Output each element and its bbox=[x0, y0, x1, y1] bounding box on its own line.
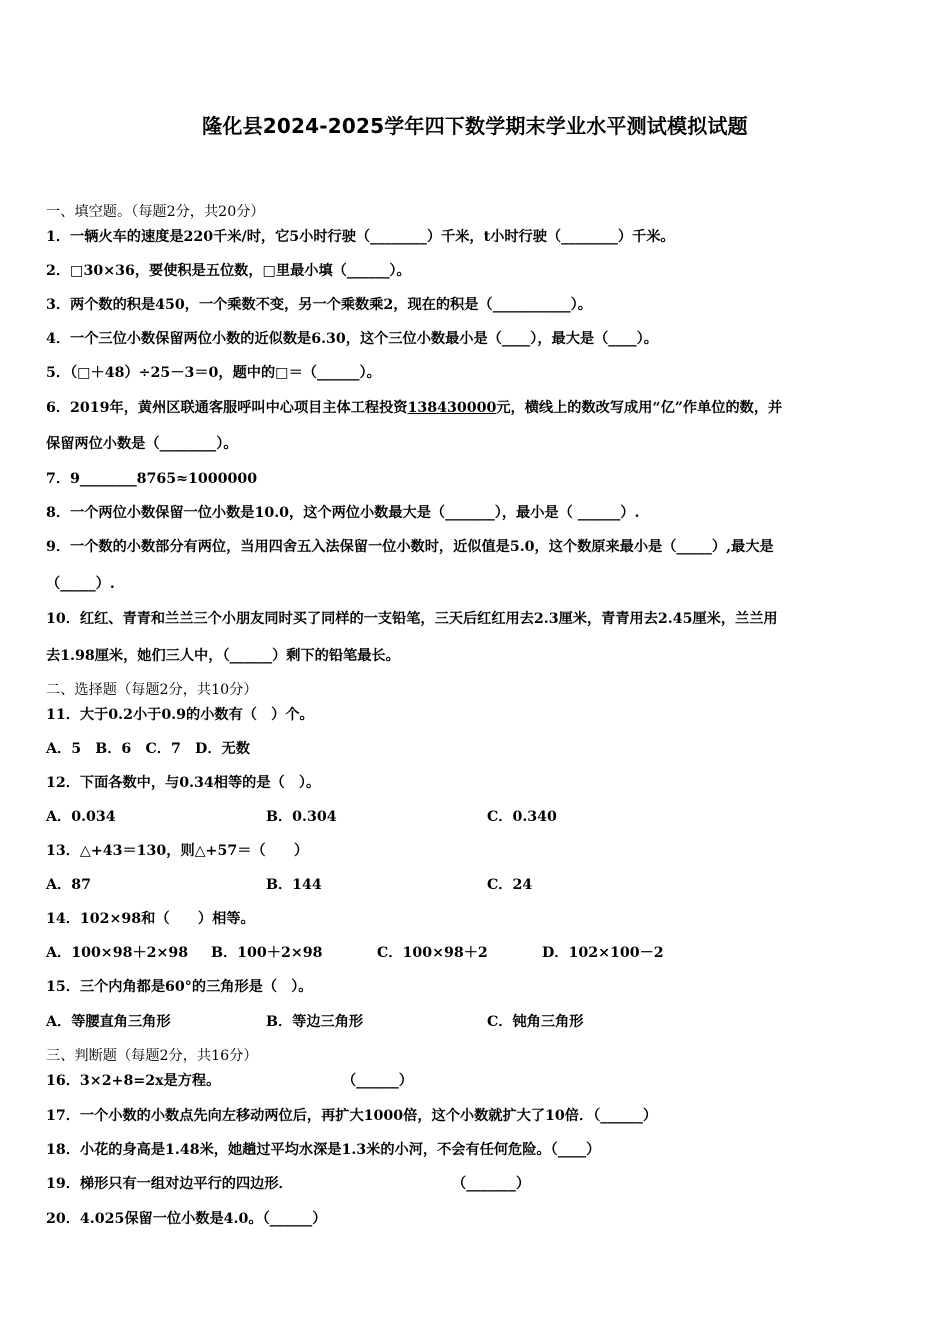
question-4: 4．一个三位小数保留两位小数的近似数是6.30，这个三位小数最小是（____），最大是（____）。 bbox=[46, 331, 658, 347]
question-9-continued: （_____）. bbox=[46, 576, 115, 592]
question-15: 15．三个内角都是60°的三角形是（ ）。 bbox=[46, 979, 313, 995]
question-19: 19．梯形只有一组对边平行的四边形． bbox=[46, 1176, 293, 1192]
question-12: 12．下面各数中，与0.34相等的是（ ）。 bbox=[46, 775, 321, 791]
question-1: 1．一辆火车的速度是220千米/时，它5小时行驶（________）千米，t小时行驶（________）千米。 bbox=[46, 229, 675, 245]
question-18: 18．小花的身高是1.48米，她趟过平均水深是1.3米的小河，不会有任何危险。（____） bbox=[46, 1142, 601, 1158]
question-6-text-b: 元，横线上的数改写成用“亿”作单位的数，并 bbox=[496, 400, 783, 416]
question-2: 2．□30×36，要使积是五位数，□里最小填（______）。 bbox=[46, 263, 411, 279]
question-6-continued: 保留两位小数是（________）。 bbox=[46, 436, 238, 452]
question-5: 5．（□＋48）÷25－3＝0，题中的□＝（______）。 bbox=[46, 365, 381, 381]
question-14-option-d: D．102×100－2 bbox=[542, 945, 664, 961]
question-15-option-b: B．等边三角形 bbox=[266, 1014, 364, 1030]
question-12-option-a: A．0.034 bbox=[46, 809, 116, 825]
question-3: 3．两个数的积是450，一个乘数不变，另一个乘数乘2，现在的积是（___________）。 bbox=[46, 297, 592, 313]
question-14-option-c: C．100×98＋2 bbox=[377, 945, 488, 961]
question-15-option-a: A．等腰直角三角形 bbox=[46, 1014, 171, 1030]
question-17: 17．一个小数的小数点先向左移动两位后，再扩大1000倍，这个小数就扩大了10倍．（______） bbox=[46, 1108, 658, 1124]
question-19-blank: （_______） bbox=[452, 1176, 531, 1192]
section-header-multiple-choice: 二、选择题（每题2分，共10分） bbox=[46, 682, 258, 698]
question-13-option-a: A．87 bbox=[46, 877, 91, 893]
question-7: 7．9________8765≈1000000 bbox=[46, 471, 258, 487]
question-10-continued: 去1.98厘米，她们三人中，（______）剩下的铅笔最长。 bbox=[46, 648, 400, 664]
question-16: 16．3×2+8=2x是方程。 bbox=[46, 1073, 221, 1089]
question-15-option-c: C．钝角三角形 bbox=[487, 1014, 584, 1030]
section-header-true-false: 三、判断题（每题2分，共16分） bbox=[46, 1048, 258, 1064]
question-12-option-c: C．0.340 bbox=[487, 809, 557, 825]
question-13-option-c: C．24 bbox=[487, 877, 533, 893]
question-10: 10．红红、青青和兰兰三个小朋友同时买了同样的一支铅笔，三天后红红用去2.3厘米，青青用去2.45厘米，兰兰用 bbox=[46, 611, 778, 627]
question-13-option-b: B．144 bbox=[266, 877, 322, 893]
question-11: 11．大于0.2小于0.9的小数有（ ）个。 bbox=[46, 707, 314, 723]
question-20: 20．4.025保留一位小数是4.0。（______） bbox=[46, 1211, 327, 1227]
question-6-underlined-number: 138430000 bbox=[407, 400, 497, 416]
question-6 bbox=[46, 398, 782, 418]
question-11-options: A．5 B．6 C．7 D．无数 bbox=[46, 741, 250, 757]
question-13: 13．△+43＝130，则△+57＝（ ） bbox=[46, 843, 309, 859]
section-header-fill-in: 一、填空题。（每题2分，共20分） bbox=[46, 204, 265, 220]
question-9: 9．一个数的小数部分有两位，当用四舍五入法保留一位小数时，近似值是5.0，这个数原来最小是（_____）,最大是 bbox=[46, 539, 774, 555]
question-8: 8．一个两位小数保留一位小数是10.0，这个两位小数最大是（_______），最小是（ ______）. bbox=[46, 505, 640, 521]
question-12-option-b: B．0.304 bbox=[266, 809, 337, 825]
question-6-text-a: 6．2019年，黄州区联通客服呼叫中心项目主体工程投资 bbox=[46, 400, 408, 416]
page-title: 隆化县2024-2025学年四下数学期末学业水平测试模拟试题 bbox=[202, 114, 748, 138]
question-16-blank: （______） bbox=[342, 1073, 413, 1089]
question-14: 14．102×98和（ ）相等。 bbox=[46, 911, 255, 927]
question-14-option-b: B．100＋2×98 bbox=[211, 945, 323, 961]
question-14-option-a: A．100×98＋2×98 bbox=[46, 945, 189, 961]
